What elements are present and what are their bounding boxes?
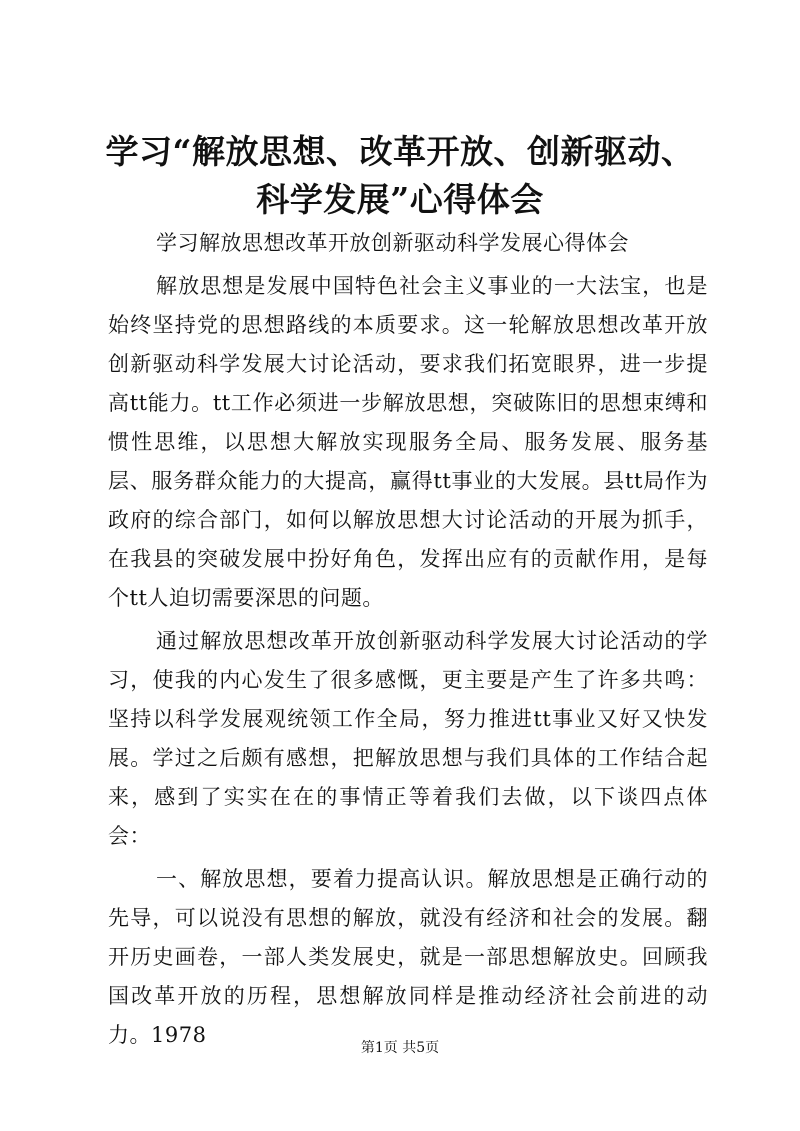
document-title: 学习“解放思想、改革开放、创新驱动、科学发展”心得体会 <box>105 132 695 219</box>
page-number-footer: 第1页 共5页 <box>360 1040 440 1056</box>
subtitle-paragraph: 学习解放思想改革开放创新驱动科学发展心得体会 <box>156 231 629 255</box>
body-paragraph: 一、解放思想，要着力提高认识。解放思想是正确行动的先导，可以说没有思想的解放，就没有经济和社会的发展。翻开历史画卷，一部人类发展史，就是一部思想解放史。回顾我国改革开放的历程，思想解放同样是推动经济社会前进的动力。1978 <box>108 867 708 1047</box>
body-paragraph: 通过解放思想改革开放创新驱动科学发展大讨论活动的学习，使我的内心发生了很多感慨，更主要是产生了许多共鸣：坚持以科学发展观统领工作全局，努力推进tt事业又好又快发展。学过之后颇有感想，把解放思想与我们具体的工作结合起来，感到了实实在在的事情正等着我们去做，以下谈四点体会： <box>108 629 708 848</box>
body-paragraph: 解放思想是发展中国特色社会主义事业的一大法宝，也是始终坚持党的思想路线的本质要求。这一轮解放思想改革开放创新驱动科学发展大讨论活动，要求我们拓宽眼界，进一步提高tt能力。tt工作必须进一步解放思想，突破陈旧的思想束缚和惯性思维，以思想大解放实现服务全局、服务发展、服务基层、服务群众能力的大提高，赢得tt事业的大发展。县tt局作为政府的综合部门，如何以解放思想大讨论活动的开展为抓手，在我县的突破发展中扮好角色，发挥出应有的贡献作用，是每个tt人迫切需要深思的问题。 <box>108 274 708 610</box>
document-body <box>108 224 708 1059</box>
